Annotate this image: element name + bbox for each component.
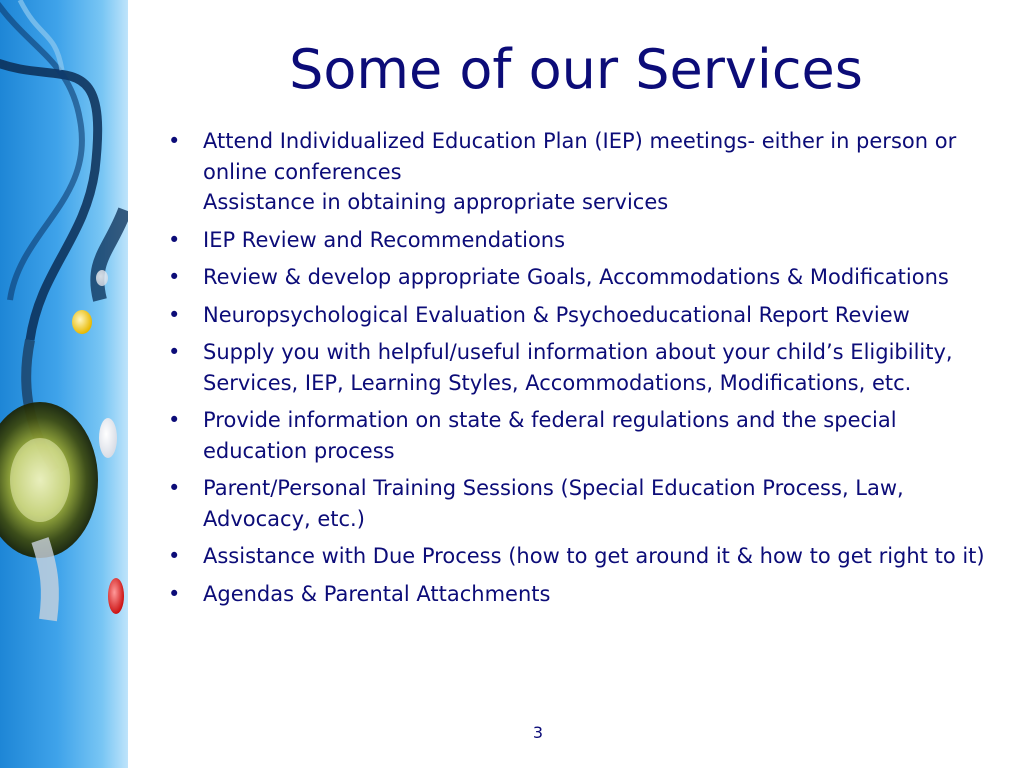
bullet-icon: • <box>168 302 181 327</box>
list-item <box>168 473 988 534</box>
bullet-icon: • <box>168 340 181 364</box>
list-item <box>168 337 988 398</box>
list-item-text: Provide information on state & federal regulations and the special education process <box>203 408 897 463</box>
slide-title: Some of our Services <box>289 38 863 101</box>
list-item <box>168 300 988 331</box>
bullet-icon: • <box>168 544 181 568</box>
bullet-icon: • <box>168 581 181 606</box>
list-item-text: Review & develop appropriate Goals, Accommodations & Modifications <box>203 265 949 289</box>
list-item <box>168 541 988 572</box>
bullet-icon: • <box>168 227 181 252</box>
list-item-text: Attend Individualized Education Plan (IEP) meetings- either in person or online conferences <box>203 129 957 184</box>
list-item <box>168 225 988 256</box>
list-item <box>168 579 988 610</box>
bullet-icon: • <box>168 129 181 153</box>
stethoscope-photo-strip <box>0 0 128 768</box>
list-item-text: Neuropsychological Evaluation & Psychoeducational Report Review <box>203 302 910 327</box>
bullet-icon: • <box>168 476 181 500</box>
list-item-text: Assistance with Due Process (how to get around it & how to get right to it) <box>203 544 985 568</box>
bullet-icon: • <box>168 408 181 432</box>
stethoscope-illustration <box>0 0 128 768</box>
list-item-text: Supply you with helpful/useful information about your child’s Eligibility, Services, IEP, Learning Styles, Accommodations, Modifications, etc. <box>203 340 953 395</box>
list-item <box>168 262 988 293</box>
list-item-text: Parent/Personal Training Sessions (Special Education Process, Law, Advocacy, etc.) <box>203 476 904 531</box>
bullet-icon: • <box>168 265 181 289</box>
list-item-text: Agendas & Parental Attachments <box>203 581 551 606</box>
list-item <box>168 126 988 218</box>
slide-number: 3 <box>532 723 544 742</box>
services-list <box>168 126 988 616</box>
list-item-text: Assistance in obtaining appropriate services <box>203 190 669 214</box>
list-item-text: IEP Review and Recommendations <box>203 227 566 252</box>
list-item <box>168 405 988 466</box>
